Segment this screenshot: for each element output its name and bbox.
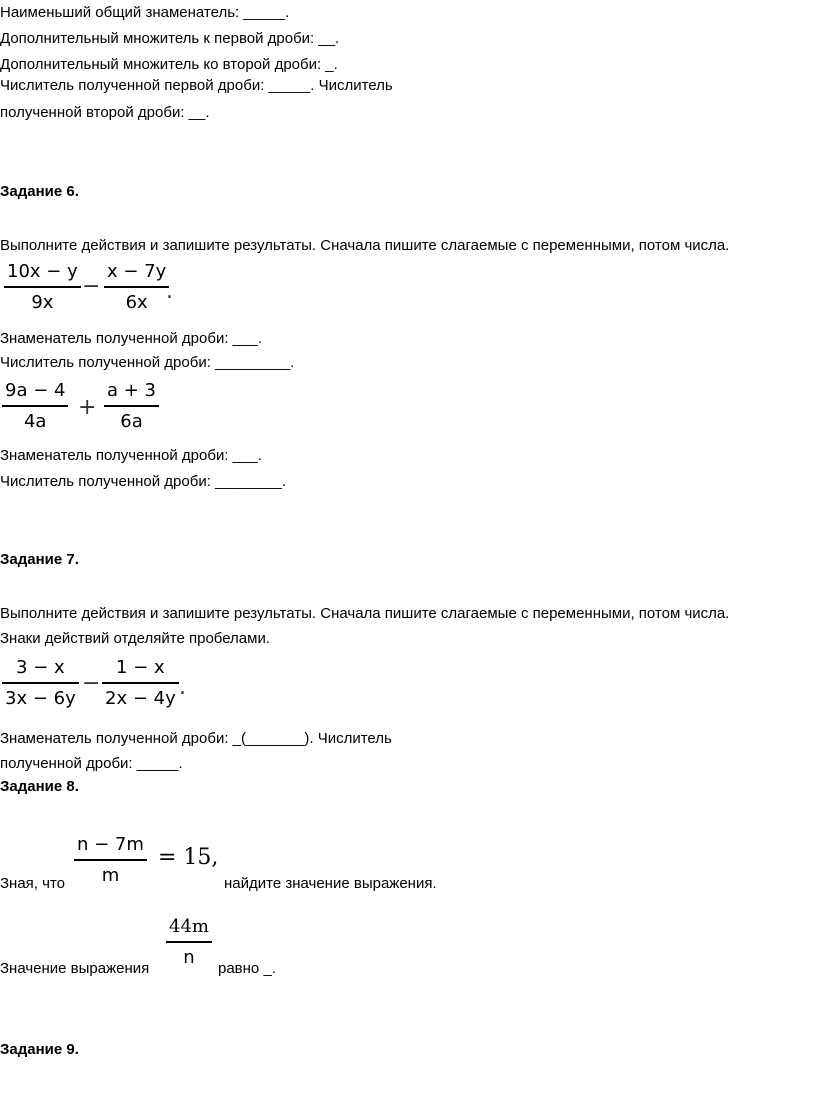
intro-line-5: полученной второй дроби: __. bbox=[0, 104, 210, 121]
task7-title: Задание 7. bbox=[0, 551, 79, 568]
fraction-bar bbox=[104, 286, 169, 288]
fraction-numerator: 9a − 4 bbox=[5, 380, 66, 401]
period: . bbox=[179, 675, 186, 700]
task8-given-prefix: Зная, что bbox=[0, 875, 66, 892]
fraction-numerator: x − 7y bbox=[107, 261, 167, 282]
fraction-denominator: 6a bbox=[120, 410, 143, 432]
fraction-denominator: n bbox=[183, 946, 195, 968]
intro-line-2: Дополнительный множитель к первой дроби: __. bbox=[0, 30, 340, 47]
fraction-bar bbox=[4, 286, 81, 288]
fraction-bar bbox=[74, 859, 147, 861]
fraction-denominator: 2x − 4y bbox=[105, 687, 176, 709]
fraction-numerator: 3 − x bbox=[16, 657, 65, 678]
fraction-denominator: m bbox=[101, 864, 120, 886]
fraction-numerator: 10x − y bbox=[7, 261, 78, 282]
fraction-bar bbox=[102, 682, 179, 684]
fraction-denominator: 4a bbox=[23, 410, 47, 432]
fraction-bar bbox=[166, 941, 212, 943]
minus-operator: − bbox=[82, 274, 101, 299]
fraction bbox=[74, 834, 147, 887]
fraction bbox=[4, 261, 81, 314]
task7-instruction-2: Знаки действий отделяйте пробелами. bbox=[0, 630, 271, 647]
fraction bbox=[104, 261, 169, 314]
fraction-denominator: 9x bbox=[31, 291, 54, 313]
fraction-numerator: a + 3 bbox=[107, 380, 157, 401]
fraction-denominator: 3x − 6y bbox=[5, 687, 76, 709]
fraction bbox=[2, 657, 79, 710]
task6-numerator-answer-2: Числитель полученной дроби: ________. bbox=[0, 473, 286, 490]
task7-answer-line-1: Знаменатель полученной дроби: _(_______). Числитель bbox=[0, 730, 392, 747]
fraction-numerator: n − 7m bbox=[77, 834, 144, 855]
fraction-bar bbox=[2, 405, 68, 407]
fraction-bar bbox=[2, 682, 79, 684]
task8-value-suffix: равно _. bbox=[218, 960, 276, 977]
task6-instruction: Выполните действия и запишите результаты. Сначала пишите слагаемые с переменными, потом числа. bbox=[0, 237, 730, 254]
task6-title: Задание 6. bbox=[0, 183, 79, 200]
equation-rhs: = 15, bbox=[158, 845, 219, 870]
fraction-numerator: 1 − x bbox=[116, 657, 165, 678]
fraction bbox=[166, 916, 212, 969]
intro-line-1: Наименьший общий знаменатель: _____. bbox=[0, 4, 290, 21]
task7-instruction-1: Выполните действия и запишите результаты. Сначала пишите слагаемые с переменными, потом числа. bbox=[0, 605, 730, 622]
minus-operator: − bbox=[82, 671, 101, 696]
fraction bbox=[2, 380, 68, 433]
fraction-bar bbox=[104, 405, 159, 407]
task7-answer-line-2: полученной дроби: _____. bbox=[0, 755, 183, 772]
fraction-denominator: 6x bbox=[125, 291, 148, 313]
fraction bbox=[104, 380, 159, 433]
task6-denominator-answer-2: Знаменатель полученной дроби: ___. bbox=[0, 447, 262, 464]
task8-given-suffix: найдите значение выражения. bbox=[224, 875, 437, 892]
task8-value-prefix: Значение выражения bbox=[0, 960, 150, 977]
intro-line-3: Дополнительный множитель ко второй дроби: _. bbox=[0, 56, 338, 73]
intro-line-4: Числитель полученной первой дроби: _____. Числитель bbox=[0, 77, 393, 94]
plus-operator: + bbox=[78, 395, 97, 420]
task6-denominator-answer-1: Знаменатель полученной дроби: ___. bbox=[0, 330, 262, 347]
fraction bbox=[102, 657, 179, 710]
task9-title: Задание 9. bbox=[0, 1041, 79, 1058]
task6-numerator-answer-1: Числитель полученной дроби: _________. bbox=[0, 354, 295, 371]
fraction-numerator: 44m bbox=[169, 916, 209, 937]
period: . bbox=[166, 279, 173, 304]
task8-title: Задание 8. bbox=[0, 778, 79, 795]
